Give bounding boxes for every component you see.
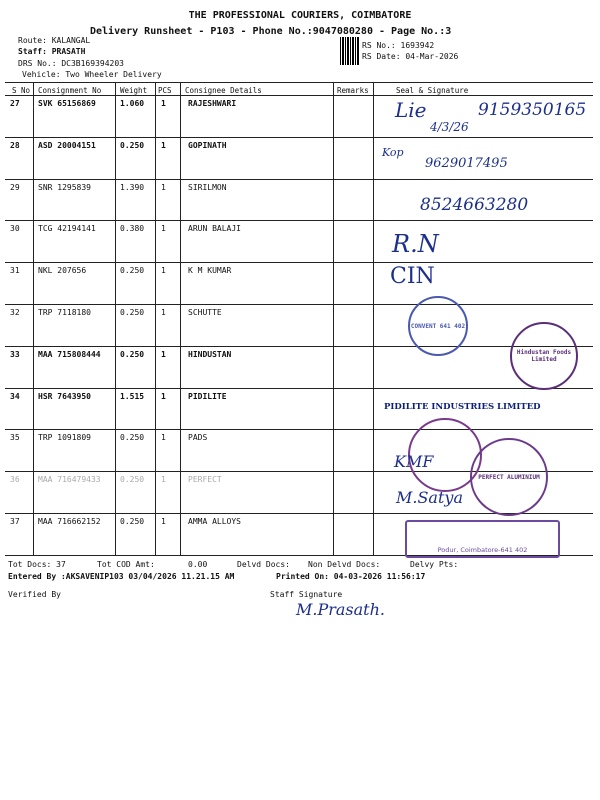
cell-weight: 0.250 <box>120 308 145 317</box>
total-cod-label: Tot COD Amt: <box>97 560 155 569</box>
col-header-consignee: Consignee Details <box>185 86 262 95</box>
cell-consignee: SCHUTTE <box>188 308 222 317</box>
cell-pcs: 1 <box>161 140 166 150</box>
phone-handwritten-row-27: 9159350165 <box>478 100 587 120</box>
cell-consignment: TRP 1091809 <box>38 433 91 443</box>
staff-signature-label: Staff Signature <box>270 590 343 599</box>
col-header-sno: S No <box>12 86 31 95</box>
col-header-remarks: Remarks <box>337 86 369 95</box>
col-divider <box>155 82 156 555</box>
cell-sno: 37 <box>10 517 20 526</box>
table-top-border <box>5 82 593 83</box>
cell-consignment: SVK 65156869 <box>38 99 96 108</box>
signature-row-31: CIN <box>390 264 435 289</box>
cell-weight: 1.390 <box>120 182 145 192</box>
total-docs: Tot Docs: 37 <box>8 560 66 569</box>
cell-sno: 29 <box>10 182 20 192</box>
delivery-points: Delvy Pts: <box>410 560 459 569</box>
signature-row-36: M.Satya <box>396 488 463 507</box>
row-divider <box>5 429 593 430</box>
row-divider <box>5 304 593 305</box>
cell-consignment: HSR 7643950 <box>38 391 91 401</box>
row-divider <box>5 262 593 263</box>
col-header-weight: Weight <box>120 86 148 95</box>
non-delivered-docs: Non Delvd Docs: <box>308 560 381 569</box>
cell-weight: 1.060 <box>120 99 145 108</box>
cell-consignee: ARUN BALAJI <box>188 224 241 234</box>
cell-consignee: SIRILMON <box>188 182 227 192</box>
row-divider <box>5 137 593 138</box>
cell-consignment: ASD 20004151 <box>38 140 96 150</box>
cell-weight: 0.250 <box>120 475 145 485</box>
cell-sno: 35 <box>10 433 20 443</box>
vehicle-label: Vehicle: Two Wheeler Delivery <box>22 70 162 79</box>
col-divider <box>33 82 34 555</box>
cell-sno: 33 <box>10 349 20 359</box>
cell-pcs: 1 <box>161 224 166 234</box>
cell-weight: 0.250 <box>120 349 145 359</box>
cell-pcs: 1 <box>161 99 166 108</box>
col-divider <box>373 82 374 555</box>
rs-date: RS Date: 04-Mar-2026 <box>362 52 459 61</box>
cell-pcs: 1 <box>161 308 166 317</box>
cell-consignment: TCG 42194141 <box>38 224 96 234</box>
date-handwritten-row-27: 4/3/26 <box>430 120 469 134</box>
cell-pcs: 1 <box>161 391 166 401</box>
cell-consignment: MAA 716662152 <box>38 517 101 526</box>
delivered-docs: Delvd Docs: <box>237 560 290 569</box>
col-divider <box>180 82 181 555</box>
cell-weight: 0.380 <box>120 224 145 234</box>
cell-pcs: 1 <box>161 475 166 485</box>
col-divider <box>115 82 116 555</box>
signature-row-35: KMF <box>394 452 434 471</box>
cell-weight: 0.250 <box>120 433 145 443</box>
cell-sno: 28 <box>10 140 20 150</box>
hindustan-foods-stamp: Hindustan Foods Limited <box>510 322 578 390</box>
cell-consignee: PIDILITE <box>188 391 227 401</box>
table-header-border <box>5 95 593 96</box>
entered-by: Entered By :AKSAVENIP103 03/04/2026 11.21.15 AM <box>8 572 235 581</box>
signature-row-27: Lie <box>395 98 427 122</box>
col-header-consignment: Consignment No <box>38 86 102 95</box>
cell-consignment: MAA 716479433 <box>38 475 101 485</box>
cell-consignment: SNR 1295839 <box>38 182 91 192</box>
cell-consignee: HINDUSTAN <box>188 349 232 359</box>
cell-consignment: TRP 7118180 <box>38 308 91 317</box>
cell-weight: 0.250 <box>120 140 145 150</box>
cell-pcs: 1 <box>161 349 166 359</box>
company-title: THE PROFESSIONAL COURIERS, COIMBATORE <box>188 10 412 21</box>
convent-stamp: CONVENT 641 402 <box>408 296 468 356</box>
cell-sno: 32 <box>10 308 20 317</box>
drs-number: DRS No.: DC3B169394203 <box>18 59 124 68</box>
cell-consignee: PERFECT <box>188 475 222 485</box>
total-cod-value: 0.00 <box>188 560 208 569</box>
signature-row-28: Kop <box>382 146 404 159</box>
cell-pcs: 1 <box>161 182 166 192</box>
cell-consignee: AMMA ALLOYS <box>188 517 241 526</box>
row-divider <box>5 346 593 347</box>
cell-sno: 27 <box>10 99 20 108</box>
cell-sno: 30 <box>10 224 20 234</box>
phone-handwritten-row-28: 9629017495 <box>425 156 508 171</box>
rs-number: RS No.: 1693942 <box>362 41 435 50</box>
cell-pcs: 1 <box>161 266 166 276</box>
cell-consignee: RAJESHWARI <box>188 99 237 108</box>
verified-by-label: Verified By <box>8 590 61 599</box>
cell-consignment: MAA 715808444 <box>38 349 101 359</box>
row-divider <box>5 220 593 221</box>
route-label: Route: KALANGAL <box>18 36 91 45</box>
signature-row-30: R.N <box>392 230 439 258</box>
staff-label: Staff: PRASATH <box>18 47 86 56</box>
pidilite-stamp: PIDILITE INDUSTRIES LIMITED <box>384 402 541 412</box>
cell-pcs: 1 <box>161 433 166 443</box>
cell-weight: 0.250 <box>120 517 145 526</box>
cell-pcs: 1 <box>161 517 166 526</box>
perfect-aluminium-stamp: PERFECT ALUMINIUM <box>470 438 548 516</box>
cell-consignee: GOPINATH <box>188 140 227 150</box>
col-divider <box>333 82 334 555</box>
phone-handwritten-row-29: 8524663280 <box>420 195 529 215</box>
cell-weight: 1.515 <box>120 391 145 401</box>
cell-sno: 36 <box>10 475 20 485</box>
col-header-seal-signature: Seal & Signature <box>396 86 469 95</box>
barcode-icon <box>340 37 360 65</box>
cell-consignment: NKL 207656 <box>38 266 87 276</box>
row-divider <box>5 388 593 389</box>
cell-consignee: PADS <box>188 433 208 443</box>
runsheet-subtitle: Delivery Runsheet - P103 - Phone No.:9047080280 - Page No.:3 <box>90 26 452 37</box>
staff-signature-hand: M.Prasath. <box>296 600 385 619</box>
row-divider <box>5 179 593 180</box>
amma-alloys-stamp: Podur, Coimbatore-641 402 <box>405 520 560 558</box>
cell-weight: 0.250 <box>120 266 145 276</box>
col-header-pcs: PCS <box>158 86 172 95</box>
cell-sno: 34 <box>10 391 20 401</box>
cell-sno: 31 <box>10 266 20 276</box>
printed-on: Printed On: 04-03-2026 11:56:17 <box>276 572 426 581</box>
cell-consignee: K M KUMAR <box>188 266 232 276</box>
